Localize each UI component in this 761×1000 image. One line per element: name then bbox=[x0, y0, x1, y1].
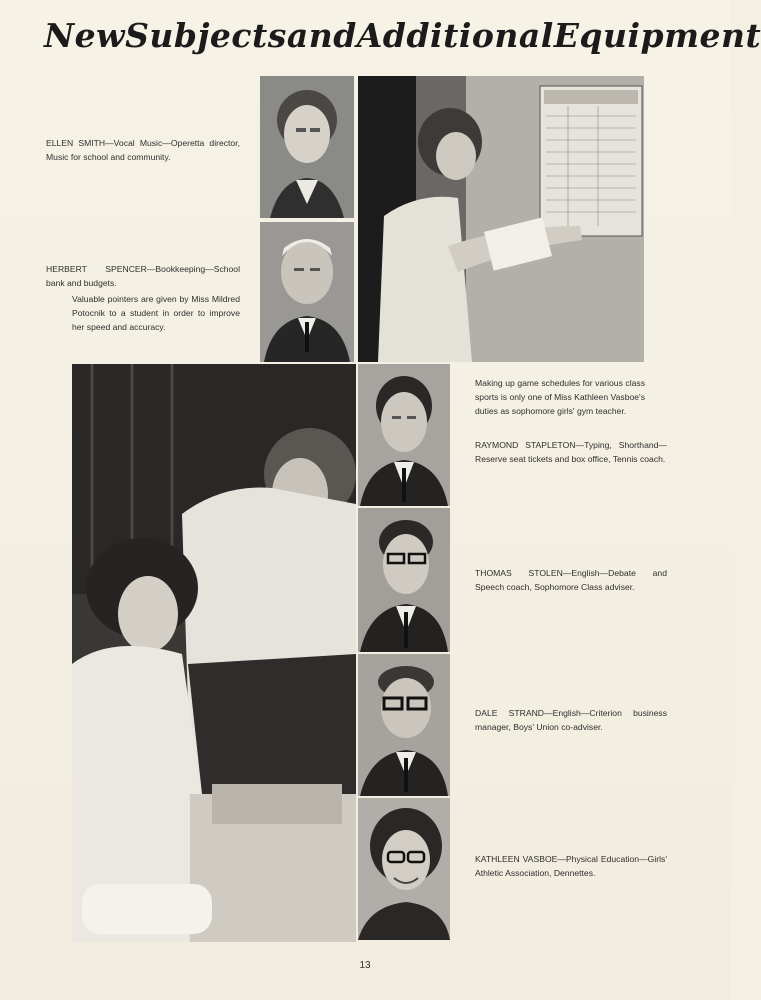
headline-word: Additional bbox=[356, 15, 554, 55]
headline-word: and bbox=[286, 15, 357, 55]
portrait-photo-dale-strand bbox=[358, 654, 450, 796]
caption-thomas-stolen: THOMAS STOLEN—English—Debate and Speech coach, Sophomore Class adviser. bbox=[475, 568, 667, 592]
caption-kathleen-vasboe: KATHLEEN VASBOE—Physical Education—Girls' Athletic Association, Dennettes. bbox=[475, 854, 667, 878]
caption-herbert-spencer: HERBERT SPENCER—Bookkeeping—School bank and budgets. bbox=[46, 264, 240, 288]
caption-dale-strand: DALE STRAND—English—Criterion business manager, Boys' Union co-adviser. bbox=[475, 708, 667, 732]
photo-vasboe-writing-schedule bbox=[358, 76, 644, 362]
caption-potocnik-photo: Valuable pointers are given by Miss Mildred Potocnik to a student in order to improve her speed and accuracy. bbox=[72, 294, 240, 332]
caption-raymond-stapleton: RAYMOND STAPLETON—Typing, Shorthand—Reserve seat tickets and box office, Tennis coach. bbox=[475, 440, 667, 464]
page-headline bbox=[44, 10, 761, 60]
headline-word: New bbox=[44, 15, 126, 55]
portrait-photo-raymond-stapleton bbox=[358, 364, 450, 506]
photo-potocnik-typing-student bbox=[72, 364, 356, 942]
portrait-photo-thomas-stolen bbox=[358, 508, 450, 652]
caption-vasboe-schedule-photo: Making up game schedules for various class sports is only one of Miss Kathleen Vasboe's duties as sophomore girls' gym teacher. bbox=[475, 378, 645, 416]
headline-word: Equipment bbox=[553, 15, 761, 55]
portrait-photo-ellen-smith bbox=[260, 76, 354, 218]
portrait-photo-herbert-spencer bbox=[260, 222, 354, 362]
portrait-photo-kathleen-vasboe bbox=[358, 798, 450, 940]
headline-word: Subjects bbox=[125, 15, 287, 55]
caption-ellen-smith: ELLEN SMITH—Vocal Music—Operetta director, Music for school and community. bbox=[46, 138, 240, 162]
page-number: 13 bbox=[359, 960, 371, 971]
